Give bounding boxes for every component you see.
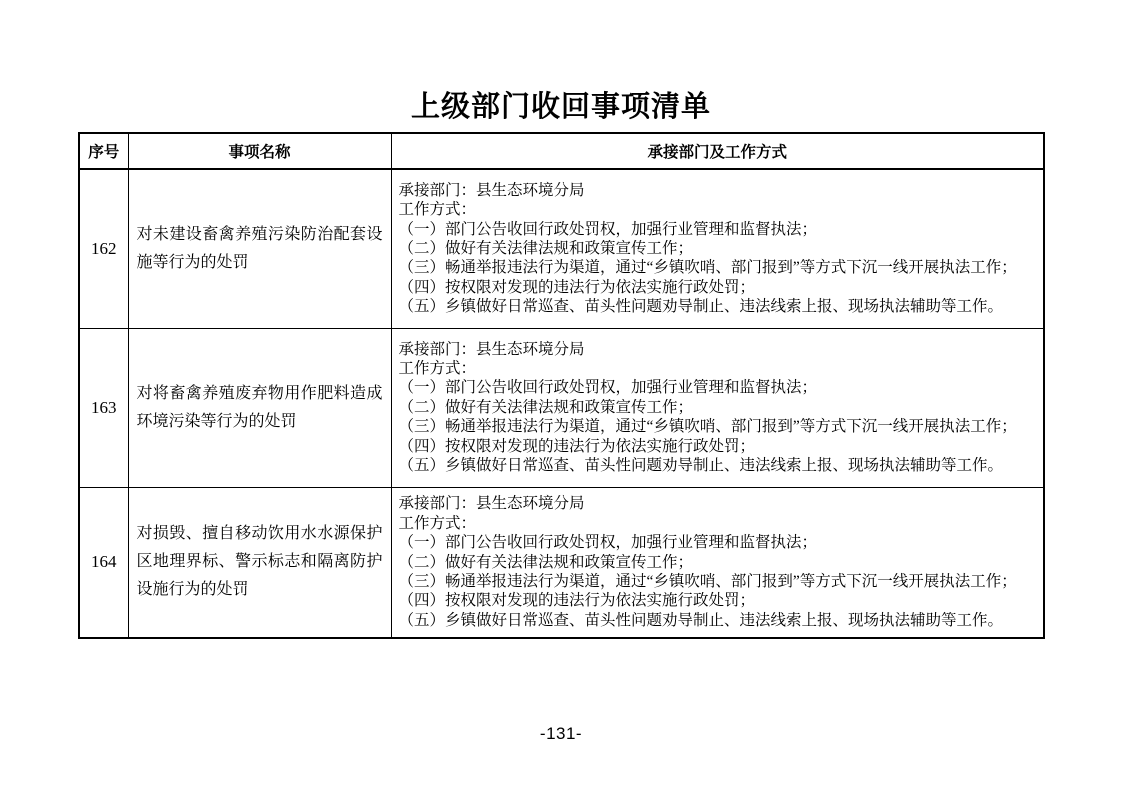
column-header-work-method: 承接部门及工作方式 bbox=[391, 133, 1044, 169]
work-method-label: 工作方式： bbox=[398, 201, 477, 219]
column-header-item-name: 事项名称 bbox=[128, 133, 391, 169]
page-title: 上级部门收回事项清单 bbox=[410, 91, 711, 123]
work-department-line: 承接部门：县生态环境分局 bbox=[398, 181, 585, 199]
table-row bbox=[79, 328, 1044, 487]
page-number: -131- bbox=[539, 724, 583, 743]
work-method-item: （五）乡镇做好日常巡查、苗头性问题劝导制止、违法线索上报、现场执法辅助等工作。 bbox=[398, 611, 1004, 629]
work-method-item: （三）畅通举报违法行为渠道，通过“乡镇吹哨、部门报到”等方式下沉一线开展执法工作； bbox=[398, 572, 1017, 590]
table-row bbox=[79, 487, 1044, 638]
reclaimed-matters-table bbox=[78, 132, 1045, 639]
work-method-label: 工作方式： bbox=[398, 514, 477, 532]
row-seq-number: 163 bbox=[79, 328, 128, 487]
work-method-label: 工作方式： bbox=[398, 359, 477, 377]
work-method-item: （一）部门公告收回行政处罚权，加强行业管理和监督执法； bbox=[398, 220, 818, 238]
row-seq-number: 162 bbox=[79, 169, 128, 328]
work-department-line: 承接部门：县生态环境分局 bbox=[398, 340, 585, 358]
table-header-row bbox=[79, 133, 1044, 169]
column-header-seq: 序号 bbox=[79, 133, 128, 169]
row-item-name: 对未建设畜禽养殖污染防治配套设施等行为的处罚 bbox=[128, 169, 391, 328]
table-row bbox=[79, 169, 1044, 328]
work-method-item: （二）做好有关法律法规和政策宣传工作； bbox=[398, 240, 694, 258]
row-item-name: 对损毁、擅自移动饮用水水源保护区地理界标、警示标志和隔离防护设施行为的处罚 bbox=[128, 487, 391, 638]
work-method-item: （二）做好有关法律法规和政策宣传工作； bbox=[398, 553, 694, 571]
row-work-method-cell bbox=[391, 169, 1044, 328]
work-method-item: （四）按权限对发现的违法行为依法实施行政处罚； bbox=[398, 437, 756, 455]
work-method-item: （一）部门公告收回行政处罚权，加强行业管理和监督执法； bbox=[398, 534, 818, 552]
row-item-name: 对将畜禽养殖废弃物用作肥料造成环境污染等行为的处罚 bbox=[128, 328, 391, 487]
work-method-item: （二）做好有关法律法规和政策宣传工作； bbox=[398, 398, 694, 416]
work-method-item: （五）乡镇做好日常巡查、苗头性问题劝导制止、违法线索上报、现场执法辅助等工作。 bbox=[398, 298, 1004, 316]
work-method-item: （四）按权限对发现的违法行为依法实施行政处罚； bbox=[398, 592, 756, 610]
work-method-item: （四）按权限对发现的违法行为依法实施行政处罚； bbox=[398, 278, 756, 296]
work-department-line: 承接部门：县生态环境分局 bbox=[398, 495, 585, 513]
work-method-item: （一）部门公告收回行政处罚权，加强行业管理和监督执法； bbox=[398, 379, 818, 397]
row-seq-number: 164 bbox=[79, 487, 128, 638]
work-method-item: （三）畅通举报违法行为渠道，通过“乡镇吹哨、部门报到”等方式下沉一线开展执法工作； bbox=[398, 418, 1017, 436]
row-work-method-cell bbox=[391, 487, 1044, 638]
work-method-item: （三）畅通举报违法行为渠道，通过“乡镇吹哨、部门报到”等方式下沉一线开展执法工作； bbox=[398, 259, 1017, 277]
row-work-method-cell bbox=[391, 328, 1044, 487]
work-method-item: （五）乡镇做好日常巡查、苗头性问题劝导制止、违法线索上报、现场执法辅助等工作。 bbox=[398, 457, 1004, 475]
